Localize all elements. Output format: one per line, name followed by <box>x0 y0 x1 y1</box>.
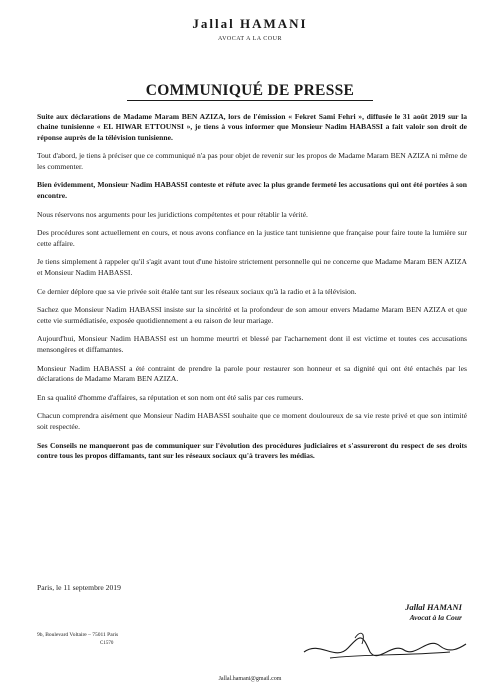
paragraph: Nous réservons nos arguments pour les juridictions compétentes et pour rétablir la vérité. <box>37 209 308 219</box>
footer-address: 9b, Boulevard Voltaire – 75011 Paris <box>37 632 119 638</box>
document-date: Paris, le 11 septembre 2019 <box>37 583 121 592</box>
letterhead-name: Jallal HAMANI <box>192 16 308 31</box>
paragraph: Tout d'abord, je tiens à préciser que ce communiqué n'a pas pour objet de revenir sur les propos de Madame Maram BEN AZIZA ni même de les commenter. <box>37 151 467 171</box>
title-underline <box>127 100 373 101</box>
paragraph: Des procédures sont actuellement en cours, et nous avons confiance en la justice tant tunisienne que française pour faire toute la lumière sur cette affaire. <box>37 228 467 248</box>
document-body <box>37 112 467 470</box>
footer-email: Jallal.hamani@gmail.com <box>218 676 282 682</box>
paragraph: Suite aux déclarations de Madame Maram BEN AZIZA, lors de l'émission « Fekret Sami Fehri », diffusée le 31 août 2019 sur la chaine tunisienne « EL HIWAR ETTOUNSI », je tiens à vous informer que Monsieur Nadim HABASSI a fait valoir son droit de réponse auprès de la télévision tunisienne. <box>37 112 467 142</box>
document-title: COMMUNIQUÉ DE PRESSE <box>145 82 355 99</box>
paragraph: Aujourd'hui, Monsieur Nadim HABASSI est un homme meurtri et blessé par l'acharnement dont il est victime et toutes ces accusations mensongères et diffamantes. <box>37 334 467 354</box>
paragraph: En sa qualité d'homme d'affaires, sa réputation et son nom ont été salis par ces rumeurs. <box>37 392 304 402</box>
signatory-name: Jallal HAMANI <box>405 602 462 612</box>
handwritten-signature <box>300 622 470 664</box>
paragraph: Monsieur Nadim HABASSI a été contraint de prendre la parole pour restaurer son honneur et sa dignité qui ont été entachés par les déclarations de Madame Maram BEN AZIZA. <box>37 363 467 383</box>
letterhead-subtitle: AVOCAT A LA COUR <box>218 36 282 42</box>
paragraph: Ce dernier déplore que sa vie privée soit étalée tant sur les réseaux sociaux qu'à la radio et à la télévision. <box>37 286 357 296</box>
paragraph: Sachez que Monsieur Nadim HABASSI insiste sur la sincérité et la profondeur de son amour envers Madame Maram BEN AZIZA et que cette vie surmédiatisée, exposée quotidiennement a eu raison de leur mariage. <box>37 305 467 325</box>
paragraph: Je tiens simplement à rappeler qu'il s'agit avant tout d'une histoire strictement personnelle qui ne concerne que Madame Maram BEN AZIZA et Monsieur Nadim HABASSI. <box>37 257 467 277</box>
paragraph: Chacun comprendra aisément que Monsieur Nadim HABASSI souhaite que ce moment douloureux de sa vie reste privé et que son intimité soit respectée. <box>37 411 467 431</box>
footer-code: C1570 <box>100 641 114 646</box>
paragraph: Bien évidemment, Monsieur Nadim HABASSI conteste et réfute avec la plus grande fermeté les accusations qui ont été portées à son encontre. <box>37 180 467 200</box>
paragraph: Ses Conseils ne manqueront pas de communiquer sur l'évolution des procédures judiciaires et s'assureront du respect de ses droits contre tous les propos diffamants, tant sur les réseaux sociaux qu'à travers les médias. <box>37 440 467 460</box>
signatory-title: Avocat à la Cour <box>409 613 462 622</box>
